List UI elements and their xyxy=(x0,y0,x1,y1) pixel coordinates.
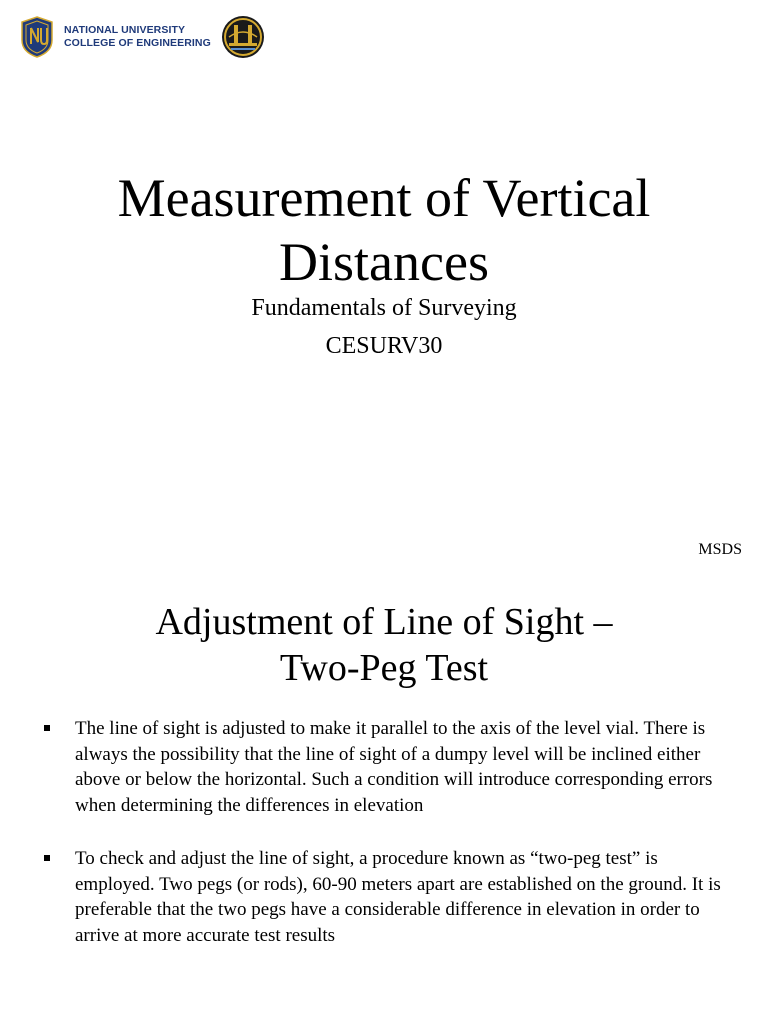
bullet-item xyxy=(44,846,724,948)
university-name-line1: NATIONAL UNIVERSITY xyxy=(64,24,186,36)
university-name-line2: COLLEGE OF ENGINEERING xyxy=(64,37,211,49)
bullet-text: The line of sight is adjusted to make it parallel to the axis of the level vial. There is always the possibility that the line of sight of a dumpy level will be inclined either above or below the horizontal. Such a condition will introduce corresponding errors when determining the differences in elevation xyxy=(75,718,713,816)
header-logos xyxy=(20,14,265,60)
slide2-title-line1: Adjustment of Line of Sight – xyxy=(155,601,613,643)
bullet-square-icon xyxy=(44,725,50,731)
slide2-title-line2: Two-Peg Test xyxy=(279,647,489,689)
bullet-text: To check and adjust the line of sight, a procedure known as “two-peg test” is employed. Two pegs (or rods), 60-90 meters apart are established on the ground. It is preferable that the two pegs have a considerable difference in elevation in order to arrive at more accurate test results xyxy=(75,848,721,946)
bullet-item xyxy=(44,716,724,818)
slide1-title xyxy=(0,166,768,294)
subtitle: Fundamentals of Surveying xyxy=(251,295,517,321)
bullet-list xyxy=(44,716,724,976)
slide2-title xyxy=(0,599,768,691)
course-code: CESURV30 xyxy=(325,333,443,359)
slide1-title-line2: Distances xyxy=(279,232,489,292)
slide1-title-line1: Measurement of Vertical xyxy=(117,168,651,228)
bullet-square-icon xyxy=(44,855,50,861)
author-initials: MSDS xyxy=(698,541,742,558)
university-seal-icon xyxy=(20,16,54,58)
engineering-seal-icon xyxy=(221,15,265,59)
university-name xyxy=(64,24,211,50)
